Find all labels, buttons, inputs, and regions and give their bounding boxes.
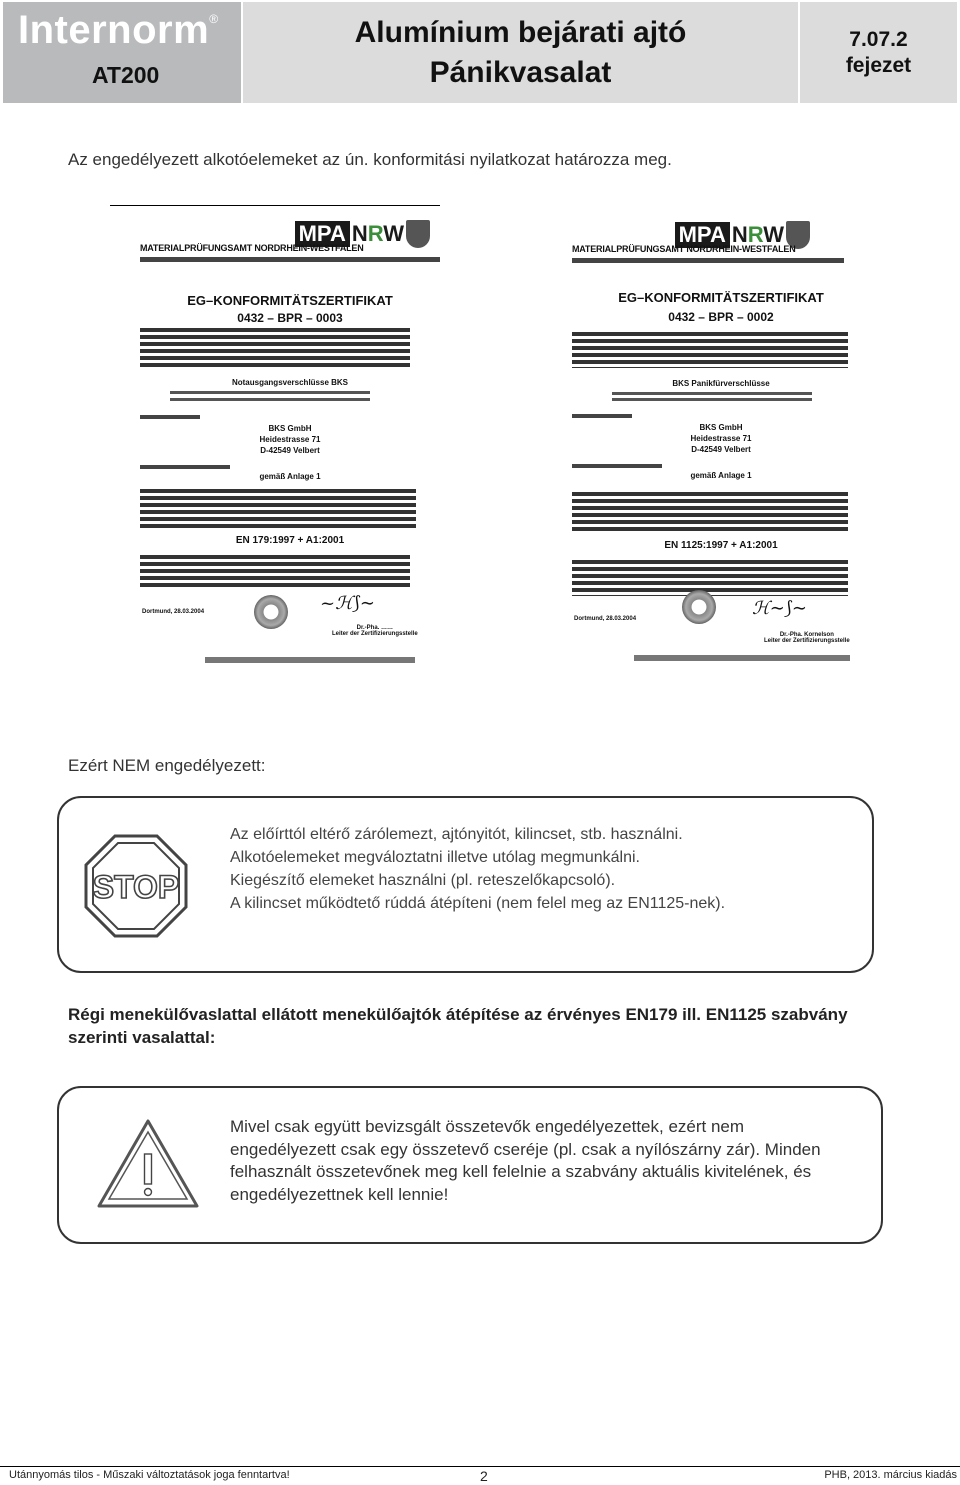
page-number: 2	[480, 1468, 488, 1484]
certificate-body-text	[140, 328, 410, 370]
intro-text: Az engedélyezett alkotóelemeket az ún. konformitási nyilatkozat határozza meg.	[68, 150, 672, 169]
certificate-image	[572, 212, 850, 672]
not-allowed-item: Alkotóelemeket megváloztatni illetve utólag megmunkálni.	[230, 849, 640, 866]
chapter-number: 7.07.2	[849, 28, 908, 51]
certificate-annex: gemäß Anlage 1	[690, 471, 752, 480]
certificate-product: BKS Panikfürverschlüsse	[672, 379, 770, 388]
signature: ~ℋ⟆∼	[320, 593, 375, 614]
certificate-body-text	[572, 464, 662, 468]
certificate-standard: EN 1125:1997 + A1:2001	[664, 540, 778, 551]
header-chapter-panel	[800, 2, 957, 103]
document-subtitle: Pánikvasalat	[429, 56, 612, 89]
certificate-body-text	[572, 492, 848, 534]
certificate-body-text	[572, 560, 848, 596]
certificate-header-line: MATERIALPRÜFUNGSAMT NORDRHEIN-WESTFALEN	[140, 243, 364, 253]
stop-sign-text: STOP	[92, 869, 180, 905]
mpa-nrw-logo: MPA NRW	[295, 219, 430, 249]
not-allowed-item: Kiegészítő elemeket használni (pl. reteszelőkapcsoló).	[230, 872, 616, 889]
certificate-body-text	[170, 391, 370, 405]
certificate-company: BKS GmbH Heidestrasse 71 D-42549 Velbert	[690, 423, 752, 454]
certificate-body-text	[140, 415, 200, 419]
certificate-body-text	[140, 555, 410, 587]
certificate-body-text	[612, 392, 812, 402]
certificate-image	[110, 205, 430, 665]
document-title: Alumínium bejárati ajtó	[354, 16, 687, 49]
certificate-date: Dortmund, 28.03.2004	[142, 609, 205, 615]
official-stamp	[254, 595, 288, 629]
certificate-standard: EN 179:1997 + A1:2001	[235, 535, 345, 546]
certificate-title: EG–KONFORMITÄTSZERTIFIKAT	[187, 293, 393, 308]
model-name: AT200	[92, 62, 160, 88]
certificate-body-text	[140, 489, 416, 531]
certificate-date: Dortmund, 28.03.2004	[574, 616, 637, 622]
brand-logo: Internorm®	[18, 8, 219, 52]
not-allowed-item: Az előírttól eltérő zárólemezt, ajtónyitót, kilincset, stb. használni.	[230, 826, 683, 843]
certificate-body-text	[140, 465, 230, 469]
warning-heading: Régi menekülővaslattal ellátott menekülőajtók átépítése az érvényes EN179 ill. EN1125 szabvány szerinti vasalattal:	[68, 1005, 848, 1047]
warning-text: Mivel csak együtt bevizsgált összetevők engedélyezettek, ezért nem engedélyezett csak egy összetevő cseréje (pl. csak a nyílószárny zár). Minden felhasznált összetevőnek meg kell felelnie a szabvány aktuális kivitelének, és engedélyezettnek kell lennie!	[230, 1117, 821, 1204]
certificate-footer-line	[205, 657, 415, 663]
certificate-product: Notausgangsverschlüsse BKS	[231, 378, 349, 387]
stop-sign-icon	[84, 834, 188, 938]
not-allowed-heading: Ezért NEM engedélyezett:	[68, 756, 266, 775]
certificate-body-text	[572, 332, 848, 368]
signature: ℋ∼⟆∼	[752, 598, 807, 619]
certificate-header-line: MATERIALPRÜFUNGSAMT NORDRHEIN-WESTFALEN	[572, 244, 796, 254]
certificate-annex: gemäß Anlage 1	[259, 472, 321, 481]
certificate-title: EG–KONFORMITÄTSZERTIFIKAT	[618, 290, 824, 305]
certificate-footer-line	[634, 655, 850, 661]
certificate-company: BKS GmbH Heidestrasse 71 D-42549 Velbert	[259, 424, 321, 455]
chapter-label: fejezet	[845, 54, 912, 77]
warning-triangle-icon	[96, 1118, 200, 1210]
footer-copyright: Utánnyomás tilos - Műszaki változtatások joga fenntartva!	[9, 1469, 290, 1481]
not-allowed-item: A kilincset működtető rúddá átépíteni (nem felel meg az EN1125-nek).	[230, 895, 726, 912]
footer-divider	[0, 1466, 960, 1467]
certificate-body-text	[572, 414, 632, 418]
official-stamp	[682, 590, 716, 624]
certificate-number: 0432 – BPR – 0003	[237, 311, 343, 325]
divider	[110, 205, 440, 206]
certificate-address-line	[140, 257, 440, 262]
mpa-nrw-logo: MPA NRW	[675, 220, 810, 250]
certificate-signer: Dr.-Pha. …… Leiter der Zertifizierungsstelle	[332, 625, 418, 637]
certificate-address-line	[572, 258, 844, 263]
certificate-number: 0432 – BPR – 0002	[668, 310, 774, 324]
certificate-signer: Dr.-Pha. Kornelson Leiter der Zertifizierungsstelle	[764, 632, 850, 644]
footer-edition: PHB, 2013. március kiadás	[824, 1469, 957, 1481]
